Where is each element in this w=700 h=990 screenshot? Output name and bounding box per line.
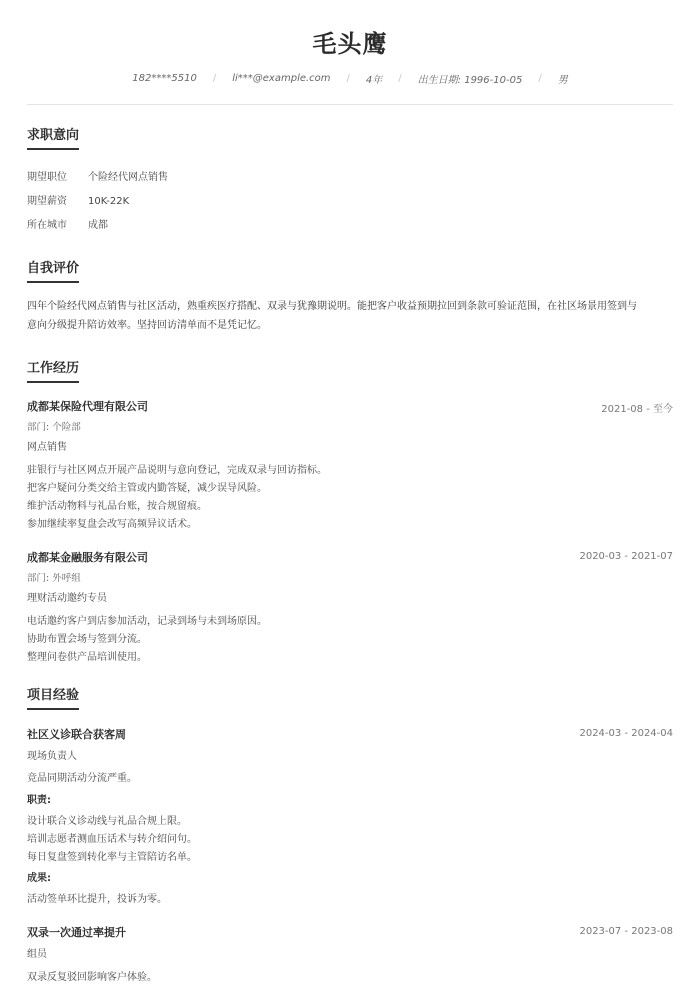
intent-key: 期望薪资 — [27, 196, 67, 207]
intent-key: 所在城市 — [27, 220, 67, 231]
intent-row-position — [27, 168, 168, 183]
project-role: 现场负责人 — [27, 751, 77, 762]
job-bullet: 电话邀约客户到店参加活动，记录到场与未到场原因。 — [27, 616, 267, 627]
job-role: 理财活动邀约专员 — [27, 593, 107, 604]
section-underline — [27, 708, 79, 710]
separator: / — [346, 72, 350, 84]
section-underline — [27, 381, 79, 383]
intent-row-city — [27, 216, 108, 231]
project-name: 社区义诊联合获客周 — [27, 728, 126, 741]
project-result: 活动签单环比提升，投诉为零。 — [27, 894, 167, 905]
result-label: 成果: — [27, 873, 51, 884]
self-line: 意向分级提升陪访效率。坚持回访清单而不是凭记忆。 — [27, 320, 267, 331]
job-bullet: 参加继续率复盘会改写高频异议话术。 — [27, 519, 197, 530]
separator: / — [212, 72, 217, 84]
project-duty: 培训志愿者测血压话术与转介绍问句。 — [27, 834, 197, 845]
job-department: 部门: 个险部 — [27, 422, 81, 433]
email: li***@example.com — [232, 72, 331, 84]
section-title-self: 自我评价 — [27, 261, 80, 276]
project-role: 组员 — [27, 949, 47, 960]
project-description: 双录反复驳回影响客户体验。 — [27, 972, 157, 983]
job-bullet: 驻银行与社区网点开展产品说明与意向登记，完成双录与回访指标。 — [27, 465, 327, 476]
contact-bar — [0, 71, 700, 85]
header-divider — [27, 104, 673, 105]
intent-row-salary — [27, 192, 129, 207]
intent-value: 10K-22K — [88, 196, 130, 207]
separator: / — [398, 72, 402, 84]
section-title-projects: 项目经验 — [27, 688, 80, 703]
phone: 182****5510 — [132, 72, 197, 84]
section-title-work: 工作经历 — [27, 361, 80, 376]
intent-value: 成都 — [88, 220, 108, 231]
project-duty: 每日复盘签到转化率与主管陪访名单。 — [27, 852, 197, 863]
project-date: 2023-07 - 2023-08 — [579, 926, 673, 937]
experience-years: 4年 — [365, 74, 383, 86]
job-bullet: 整理问卷供产品培训使用。 — [27, 652, 147, 663]
job-date: 2021-08 - 至今 — [601, 404, 673, 415]
birth-date: 出生日期: 1996-10-05 — [417, 74, 523, 86]
separator: / — [538, 72, 542, 84]
candidate-name: 毛头鹰 — [312, 30, 388, 58]
project-duty: 设计联合义诊动线与礼品合规上限。 — [27, 816, 187, 827]
section-underline — [27, 281, 79, 283]
job-department: 部门: 外呼组 — [27, 573, 81, 584]
job-role: 网点销售 — [27, 442, 67, 453]
section-underline — [27, 148, 79, 150]
intent-key: 期望职位 — [27, 172, 67, 183]
job-bullet: 协助布置会场与签到分流。 — [27, 634, 147, 645]
job-date: 2020-03 - 2021-07 — [579, 551, 673, 562]
project-description: 竞品同期活动分流严重。 — [27, 773, 137, 784]
gender: 男 — [557, 74, 568, 86]
project-date: 2024-03 - 2024-04 — [579, 728, 673, 739]
project-name: 双录一次通过率提升 — [27, 926, 126, 939]
job-bullet: 把客户疑问分类交给主管或内勤答疑，减少误导风险。 — [27, 483, 267, 494]
intent-value: 个险经代网点销售 — [88, 172, 168, 183]
company-name: 成都某保险代理有限公司 — [27, 400, 148, 413]
section-title-intent: 求职意向 — [27, 128, 80, 143]
duty-label: 职责: — [27, 795, 51, 806]
job-bullet: 维护活动物料与礼品台账，按合规留痕。 — [27, 501, 207, 512]
self-evaluation — [27, 297, 677, 335]
company-name: 成都某金融服务有限公司 — [27, 551, 148, 564]
self-line: 四年个险经代网点销售与社区活动，熟重疾医疗搭配、双录与犹豫期说明。能把客户收益预期拉回到条款可验证范围，在社区场景用签到与 — [27, 301, 637, 312]
